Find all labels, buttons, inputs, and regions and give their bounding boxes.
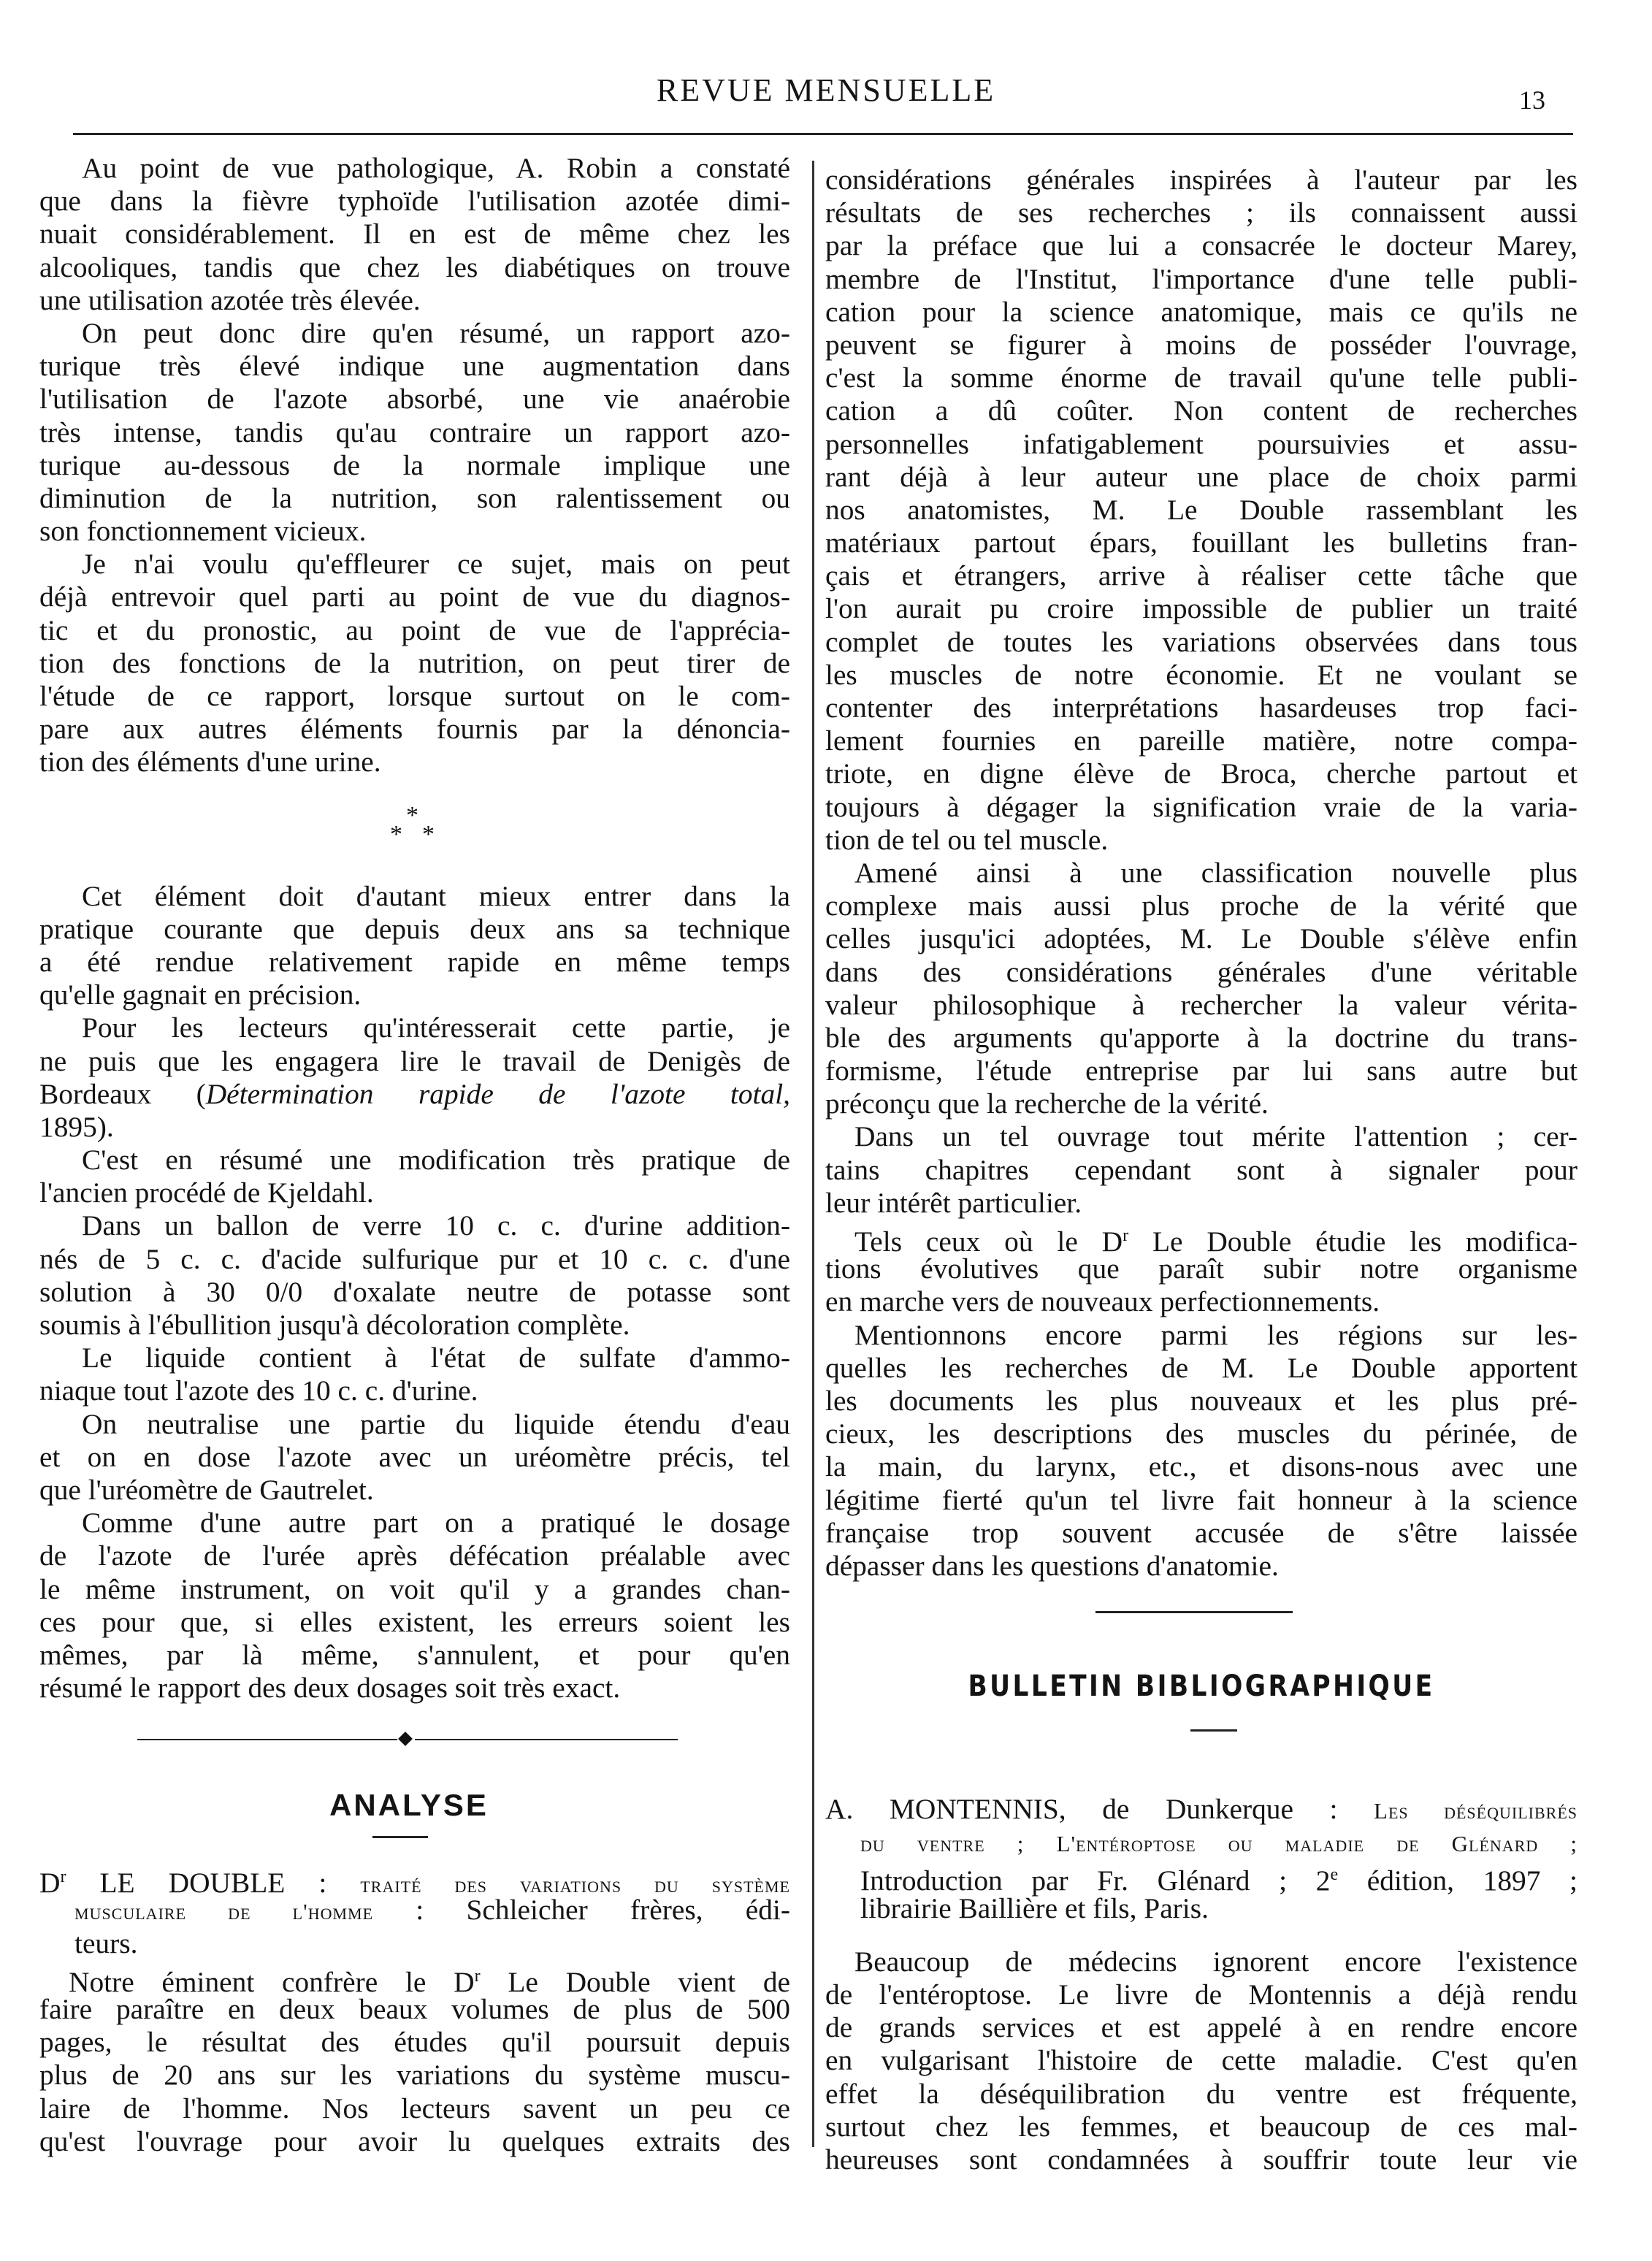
text-line: résultats de ses recherches ; ils connaissent aussi [825,196,1578,229]
text-line [39,1960,790,1998]
text-line: en vulgarisant l'histoire de cette maladie. C'est qu'en [825,2044,1578,2077]
page-number: 13 [1519,85,1545,115]
text-line: librairie Baillière et fils, Paris. [860,1891,1209,1924]
heading-underline [372,1836,428,1838]
text-line: préconçu que la recherche de la vérité. [825,1087,1269,1120]
paragraph [39,317,790,548]
text-line: rant déjà à leur auteur une place de choix parmi [825,460,1578,493]
text-line: Mentionnons encore parmi les régions sur les- [854,1318,1578,1351]
text-line [39,1894,790,1927]
asterism-star: * [390,821,402,848]
text-fragment: édition, 1897 ; [1338,1864,1578,1897]
text-fragment: Introduction par Fr. Glénard ; 2 [860,1864,1331,1897]
text-line: c'est la somme énorme de travail qu'une telle publi- [825,361,1578,394]
text-line: tion des éléments d'une urine. [39,746,381,778]
text-line: plus de 20 ans sur les variations du système muscu- [39,2059,790,2092]
text-line: Je n'ai voulu qu'effleurer ce sujet, mais on peut [82,548,790,581]
text-line: toujours à dégager la signification vraie de la varia- [825,790,1578,823]
paragraph [39,1011,790,1144]
text-line: tion des fonctions de la nutrition, on peut tirer de [39,646,790,679]
text-line: heureuses sont condamnées à souffrir toute leur vie [825,2143,1578,2176]
paragraph [825,1946,1578,2176]
text-line: tic et du pronostic, au point de vue de l'apprécia- [39,613,790,646]
text-line: complexe mais aussi plus proche de la vérité que [825,890,1578,922]
text-line: ces pour que, si elles existent, les erreurs soient les [39,1605,790,1638]
text-line: l'on aurait pu croire impossible de publier un traité [825,592,1578,625]
text-line [825,1220,1578,1258]
superscript: r [474,1966,481,1986]
text-fragment: A. MONTENNIS, de Dunkerque : [825,1793,1374,1826]
diamond-ornament-icon [398,1732,413,1746]
text-line: cation a dû coûter. Non content de recherches [825,394,1578,427]
text-line: matériaux partout épars, fouillant les bulletins fran- [825,527,1578,559]
text-line: personnelles infatigablement poursuivies et assu- [825,427,1578,460]
paragraph [39,1144,790,1209]
analyse-reference [39,1861,790,1960]
text-line: turique au-dessous de la normale implique une [39,448,790,481]
text-fragment: Le Double étudie les modifica- [1128,1225,1578,1258]
text-line: pratique courante que depuis deux ans sa technique [39,912,790,945]
text-line: tions évolutives que paraît subir notre organisme [825,1252,1578,1285]
text-line: soumis à l'ébullition jusqu'à décoloration complète. [39,1309,630,1341]
spacer [825,1925,1578,1946]
analyse-heading: ANALYSE [329,1788,489,1822]
text-line: Dans un ballon de verre 10 c. c. d'urine addition- [82,1209,790,1242]
text-line: faire paraître en deux beaux volumes de plus de 500 [39,1993,790,2025]
bulletin-heading: BULLETIN BIBLIOGRAPHIQUE [968,1669,1435,1703]
text-fragment: Notre éminent confrère le D [69,1965,475,1998]
text-line: surtout chez les femmes, et beaucoup de ces mal- [825,2110,1578,2143]
text-line: une utilisation azotée très élevée. [39,283,421,316]
paragraph [39,880,790,1012]
text-line: teurs. [74,1927,138,1959]
text-line: tains chapitres cependant sont à signaler pour [825,1153,1578,1186]
text-line: le même instrument, on voit qu'il y a grandes chan- [39,1572,790,1605]
text-line: On neutralise une partie du liquide étendu d'eau [82,1407,790,1440]
text-line: triote, en digne élève de Broca, cherche partout et [825,757,1578,790]
text-line: membre de l'Institut, l'importance d'une telle publi- [825,262,1578,295]
book-title-smallcaps: musculaire de l'homme [74,1899,374,1925]
text-line: que dans la fièvre typhoïde l'utilisation azotée dimi- [39,185,790,218]
text-line: Amené ainsi à une classification nouvelle plus [854,856,1578,889]
text-line: solution à 30 0/0 d'oxalate neutre de potasse sont [39,1275,790,1308]
text-line [825,1859,1578,1897]
text-line: dépasser dans les questions d'anatomie. [825,1549,1279,1582]
text-line: Dans un tel ouvrage tout mérite l'attention ; cer- [854,1120,1578,1153]
book-title-smallcaps: du ventre ; L'entéroptose ou maladie de Glénard ; [860,1831,1578,1857]
header-rule [73,133,1573,135]
text-line: a été rendue relativement rapide en même temps [39,945,790,978]
text-line: complet de toutes les variations observées dans tous [825,625,1578,658]
text-line: Le liquide contient à l'état de sulfate d'ammo- [82,1342,790,1374]
text-line: très intense, tandis qu'au contraire un rapport azo- [39,416,790,448]
text-line: légitime fierté qu'un tel livre fait honneur à la science [825,1483,1578,1516]
paragraph [39,548,790,778]
text-line: française trop souvent accusée de s'être laissée [825,1516,1578,1549]
text-line: nos anatomistes, M. Le Double rassemblant les [825,493,1578,526]
text-line [825,1793,1578,1826]
text-line: quelles les recherches de M. Le Double apportent [825,1351,1578,1384]
text-line: peuvent se figurer à moins de posséder l'ouvrage, [825,328,1578,361]
text-line: les muscles de notre économie. Et ne voulant se [825,658,1578,691]
text-line: Comme d'une autre part on a pratiqué le dosage [82,1507,790,1539]
text-line: 1895). [39,1110,114,1143]
text-line: déjà entrevoir quel parti au point de vue du diagnos- [39,581,790,613]
text-line: lement fournies en pareille matière, notre compa- [825,724,1578,757]
text-line: cation pour la science anatomique, mais ce qu'ils ne [825,295,1578,328]
text-line: par la préface que lui a consacrée le docteur Marey, [825,229,1578,262]
text-line: Cet élément doit d'autant mieux entrer dans la [82,879,790,912]
bulletin-reference [825,1793,1578,1925]
work-title-italic: Détermination rapide de l'azote total, [205,1077,790,1110]
column-divider [812,161,814,2147]
text-line: et on en dose l'azote avec un uréomètre précis, tel [39,1440,790,1473]
text-line [825,1826,1578,1859]
superscript: e [1330,1865,1339,1885]
text-line: qu'elle gagnait en précision. [39,979,362,1011]
asterism-star: * [406,802,418,829]
text-line: çais et étrangers, arrive à réaliser cette tâche que [825,559,1578,592]
text-line: celles jusqu'ici adoptées, M. Le Double s'élève enfin [825,922,1578,955]
paragraph [39,1342,790,1407]
paragraph [825,1120,1578,1220]
text-line: Beaucoup de médecins ignorent encore l'existence [854,1945,1578,1978]
paragraph [825,857,1578,1121]
text-line: laire de l'homme. Nos lecteurs savent un peu ce [39,2092,790,2124]
running-header-title: REVUE MENSUELLE [656,72,996,108]
text-line: Pour les lecteurs qu'intéresserait cette partie, je [82,1011,790,1044]
text-line: turique très élevé indique une augmentation dans [39,350,790,383]
text-line: leur intérêt particulier. [825,1186,1082,1219]
text-line: On peut donc dire qu'en résumé, un rapport azo- [82,316,790,349]
text-fragment: Bordeaux ( [39,1077,206,1110]
text-line: ble des arguments qu'apporte à la doctrine du trans- [825,1021,1578,1054]
text-line: mêmes, par là même, s'annulent, et pour qu'en [39,1638,790,1671]
text-line: diminution de la nutrition, son ralentissement ou [39,481,790,514]
text-line: formisme, l'étude entreprise par lui sans autre but [825,1055,1578,1087]
text-line [39,1078,790,1111]
text-line: tion de tel ou tel muscle. [825,823,1109,856]
text-line: l'étude de ce rapport, lorsque surtout on le com- [39,680,790,712]
text-line: la main, du larynx, etc., et disons-nous avec une [825,1450,1578,1483]
paragraph [39,1408,790,1507]
text-line: ne puis que les engagera lire le travail de Denigès de [39,1044,790,1077]
text-line: contenter des interprétations hasardeuses trop faci- [825,692,1578,724]
text-line: que l'uréomètre de Gautrelet. [39,1473,374,1506]
text-line: pages, le résultat des études qu'il poursuit depuis [39,2026,790,2059]
text-line: considérations générales inspirées à l'auteur par les [825,164,1578,196]
text-line: l'ancien procédé de Kjeldahl. [39,1177,374,1209]
text-line: cieux, les descriptions des muscles du périnée, de [825,1418,1578,1450]
superscript: r [60,1867,66,1887]
text-line: niaque tout l'azote des 10 c. c. d'urine. [39,1374,478,1407]
superscript: r [1123,1226,1129,1245]
text-line: qu'est l'ouvrage pour avoir lu quelques extraits des [39,2124,790,2157]
paragraph [39,1209,790,1342]
text-line: alcooliques, tandis que chez les diabétiques on trouve [39,250,790,283]
text-line: nuait considérablement. Il en est de même chez les [39,218,790,250]
rule-line [415,1739,678,1740]
paragraph [825,1220,1578,1319]
text-line: l'utilisation de l'azote absorbé, une vie anaérobie [39,383,790,416]
paragraph [39,1507,790,1705]
rule-line [137,1739,397,1740]
text-line: nés de 5 c. c. d'acide sulfurique pur et 10 c. c. d'une [39,1242,790,1275]
text-line: résumé le rapport des deux dosages soit très exact. [39,1672,621,1705]
paragraph [39,152,790,317]
text-line: en marche vers de nouveaux perfectionnements. [825,1285,1380,1318]
asterism-star: * [422,821,435,848]
paragraph [825,1319,1578,1583]
text-fragment: D [39,1867,61,1900]
text-line: de l'entéroptose. Le livre de Montennis a déjà rendu [825,1978,1578,2011]
right-column [825,164,1578,2176]
text-fragment: : Schleicher frères, édi- [373,1894,790,1927]
section-rule-diamond [137,1732,678,1747]
text-line: valeur philosophique à rechercher la valeur vérita- [825,988,1578,1021]
text-line: de l'azote de l'urée après défécation préalable avec [39,1539,790,1572]
asterism [380,802,453,846]
text-line: pare aux autres éléments fournis par la dénoncia- [39,713,790,746]
text-fragment: Tels ceux où le D [854,1225,1123,1258]
book-title-smallcaps: traité des variations du système [360,1872,790,1898]
paragraph [39,1960,790,2158]
text-fragment: Le Double vient de [480,1965,790,1998]
text-line: Au point de vue pathologique, A. Robin a constaté [82,152,790,184]
paragraph [825,164,1578,857]
text-line: C'est en résumé une modification très pratique de [82,1144,790,1177]
left-column [39,152,790,2158]
text-line: son fonctionnement vicieux. [39,515,367,548]
section-rule [1095,1611,1293,1613]
heading-underline [1190,1729,1237,1732]
text-line: de grands services et est appelé à en rendre encore [825,2011,1578,2044]
text-line: effet la déséquilibration du ventre est fréquente, [825,2077,1578,2110]
book-title-smallcaps: Les déséquilibrés [1374,1798,1578,1824]
text-fragment: LE DOUBLE : [66,1867,361,1900]
text-line [39,1861,790,1900]
text-line: les documents les plus nouveaux et les plus pré- [825,1384,1578,1417]
text-line: dans des considérations générales d'une véritable [825,955,1578,988]
